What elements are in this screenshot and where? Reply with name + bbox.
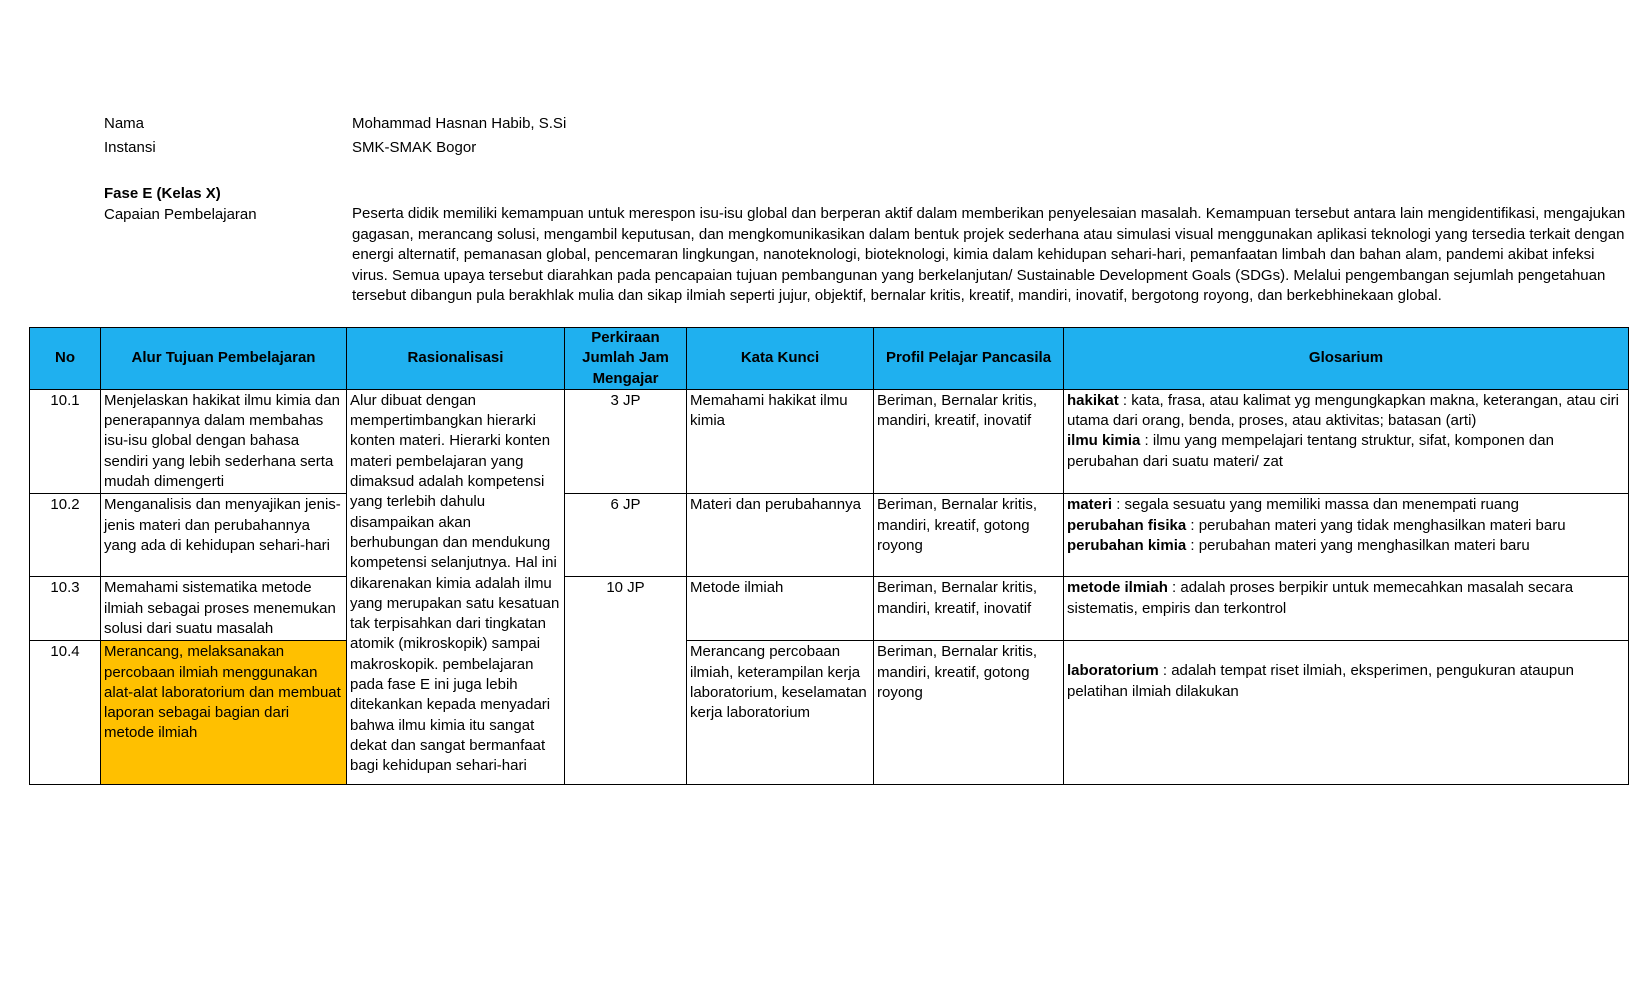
row-no: 10.3: [30, 577, 101, 641]
row-alur: Menjelaskan hakikat ilmu kimia dan penerapannya dalam membahas isu-isu global dengan bahasa sendiri yang lebih sederhana serta mudah dimengerti: [101, 389, 347, 493]
row-alur: Menganalisis dan menyajikan jenis-jenis materi dan perubahannya yang ada di kehidupan sehari-hari: [101, 494, 347, 577]
row-profil: Beriman, Bernalar kritis, mandiri, kreatif, inovatif: [874, 577, 1064, 641]
row-profil: Beriman, Bernalar kritis, mandiri, kreatif, gotong royong: [874, 494, 1064, 577]
row-glosarium: [1064, 389, 1629, 493]
gloss-def: : kata, frasa, atau kalimat yg mengungkapkan makna, keterangan, atau ciri utama dari orang, benda, proses, atau aktivitas; batasan (arti): [1067, 391, 1619, 430]
gloss-term: perubahan fisika: [1067, 516, 1187, 534]
header-jam: Perkiraan Jumlah Jam Mengajar: [565, 328, 687, 390]
header-rasionalisasi: Rasionalisasi: [347, 328, 565, 390]
row-no: 10.2: [30, 494, 101, 577]
instansi-label: Instansi: [104, 139, 156, 156]
gloss-term: hakikat: [1067, 391, 1119, 409]
row-kata-kunci: Materi dan perubahannya: [687, 494, 874, 577]
header-glosarium: Glosarium: [1064, 328, 1629, 390]
instansi-value: SMK-SMAK Bogor: [352, 139, 477, 156]
table-row: [30, 494, 1629, 577]
capaian-text: Peserta didik memiliki kemampuan untuk merespon isu-isu global dan berperan aktif dalam memberikan penyelesaian masalah. Kemampuan tersebut antara lain mengidentifikasi, mengajukan gagasan, merancang solusi, mengambil keputusan, dan mengkomunikasikan dalam bentuk projek sederhana atau simulasi visual menggunakan aplikasi teknologi yang tersedia terkait dengan energi alternatif, pemanasan global, pencemaran lingkungan, nanoteknologi, bioteknologi, kimia dalam kehidupan sehari-hari, pemanfaatan limbah dan bahan alam, pandemi akibat infeksi virus. Semua upaya tersebut diarahkan pada pencapaian tujuan pembangunan yang berkelanjutan/ Sustainable Development Goals (SDGs). Melalui pengembangan sejumlah pengetahuan tersebut dibangun pula berakhlak mulia dan sikap ilmiah seperti jujur, objektif, bernalar kritis, kreatif, mandiri, inovatif, bergotong royong, dan berkebhinekaan global.: [352, 205, 1626, 304]
row-kata-kunci: Memahami hakikat ilmu kimia: [687, 389, 874, 493]
header-no: No: [30, 328, 101, 390]
row-jam: 6 JP: [565, 494, 687, 577]
table-row: [30, 641, 1629, 785]
row-profil: Beriman, Bernalar kritis, mandiri, kreatif, gotong royong: [874, 641, 1064, 785]
gloss-term: metode ilmiah: [1067, 579, 1168, 597]
nama-label: Nama: [104, 115, 145, 132]
gloss-def: : ilmu yang mempelajari tentang struktur, sifat, komponen dan perubahan dari suatu materi/ zat: [1067, 432, 1554, 470]
row-jam: 10 JP: [565, 577, 687, 785]
capaian-label: Capaian Pembelajaran: [104, 206, 257, 223]
atp-table: [29, 327, 1629, 785]
table-header-row: [30, 328, 1629, 390]
gloss-def: : adalah proses berpikir untuk memecahkan masalah secara sistematis, empiris dan terkontrol: [1067, 579, 1574, 617]
rasionalisasi-cell: [347, 389, 565, 784]
row-kata-kunci: Metode ilmiah: [687, 577, 874, 641]
row-glosarium: [1064, 641, 1629, 785]
header-profil: Profil Pelajar Pancasila: [874, 328, 1064, 390]
table-row: [30, 577, 1629, 641]
gloss-term: materi: [1067, 496, 1113, 514]
gloss-term: laboratorium: [1067, 662, 1159, 680]
header-kata-kunci: Kata Kunci: [687, 328, 874, 390]
row-jam: 3 JP: [565, 389, 687, 493]
row-profil: Beriman, Bernalar kritis, mandiri, kreatif, inovatif: [874, 389, 1064, 493]
row-glosarium: [1064, 577, 1629, 641]
row-alur-highlighted: Merancang, melaksanakan percobaan ilmiah menggunakan alat-alat laboratorium dan membuat laporan sebagai bagian dari metode ilmiah: [101, 641, 347, 785]
gloss-def: : adalah tempat riset ilmiah, eksperimen, pengukuran ataupun pelatihan ilmiah dilakukan: [1067, 662, 1574, 700]
row-glosarium: [1064, 494, 1629, 577]
row-no: 10.4: [30, 641, 101, 785]
gloss-term: ilmu kimia: [1067, 432, 1141, 450]
fase-heading: Fase E (Kelas X): [104, 185, 221, 202]
table-row: [30, 389, 1629, 493]
gloss-term: perubahan kimia: [1067, 536, 1187, 554]
gloss-def: : perubahan materi yang menghasilkan materi baru: [1186, 536, 1530, 554]
row-kata-kunci: Merancang percobaan ilmiah, keterampilan kerja laboratorium, keselamatan kerja laboratorium: [687, 641, 874, 785]
gloss-def: : segala sesuatu yang memiliki massa dan menempati ruang: [1112, 496, 1519, 514]
row-alur: Memahami sistematika metode ilmiah sebagai proses menemukan solusi dari suatu masalah: [101, 577, 347, 641]
gloss-def: : perubahan materi yang tidak menghasilkan materi baru: [1186, 516, 1566, 534]
header-alur: Alur Tujuan Pembelajaran: [101, 328, 347, 390]
rasionalisasi-text: Alur dibuat dengan mempertimbangkan hierarki konten materi. Hierarki konten materi pembelajaran yang dimaksud adalah kompetensi yang terlebih dahulu disampaikan akan berhubungan dan mendukung kompetensi selanjutnya. Hal ini dikarenakan kimia adalah ilmu yang merupakan satu kesatuan tak terpisahkan dari tingkatan atomik (mikroskopik) sampai makroskopik. pembelajaran pada fase E ini juga lebih ditekankan kepada menyadari bahwa ilmu kimia itu sangat dekat dan sangat bermanfaat bagi kehidupan sehari-hari: [350, 391, 560, 775]
row-no: 10.1: [30, 389, 101, 493]
nama-value: Mohammad Hasnan Habib, S.Si: [352, 115, 567, 132]
